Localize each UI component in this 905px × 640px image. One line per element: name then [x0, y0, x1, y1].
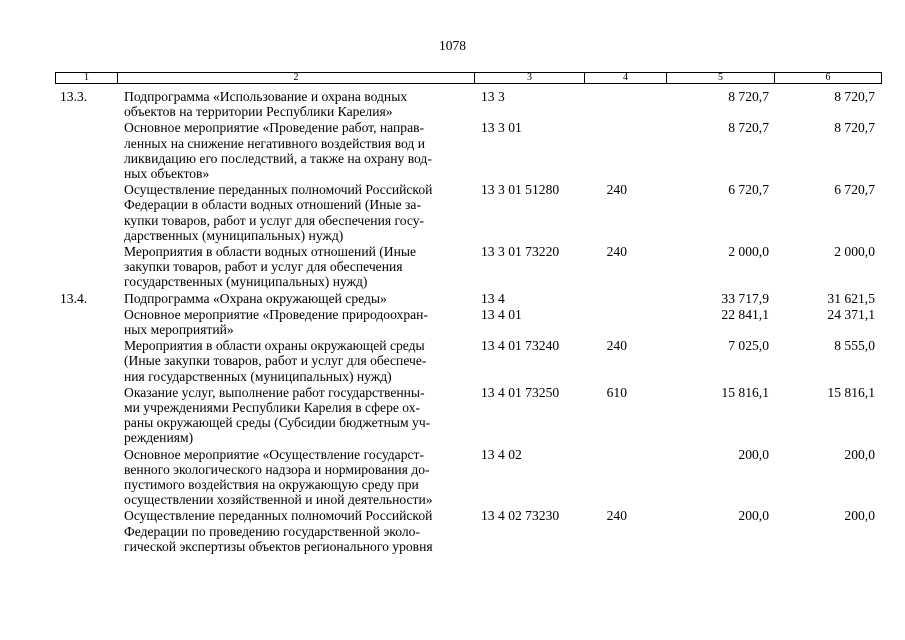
row-amount-2: 8 555,0	[834, 338, 875, 354]
column-header-3: 3	[475, 73, 585, 84]
row-expense-type: 240	[606, 182, 627, 198]
row-expense-type: 240	[606, 244, 627, 260]
table-row	[55, 447, 881, 508]
column-header-4: 4	[585, 73, 667, 84]
page-number: 1078	[439, 38, 466, 53]
row-code: 13 4 01 73240	[481, 338, 560, 354]
row-code: 13 3	[481, 89, 505, 104]
table-row	[55, 385, 881, 446]
row-amount-2: 6 720,7	[834, 182, 875, 198]
row-amount-1: 8 720,7	[728, 120, 769, 136]
table-row	[55, 291, 881, 306]
row-name: Основное мероприятие «Осуществление государст- венного экологического надзора и нормирования до- пустимого воздействия на окружающую среду при осуществлении хозяйственной и иной деятельности»	[124, 446, 433, 508]
row-amount-1: 6 720,7	[728, 182, 769, 198]
row-name: Мероприятия в области водных отношений (Иные закупки товаров, работ и услуг для обеспечения государственных (муниципальных) нужд)	[124, 244, 417, 290]
row-amount-1: 33 717,9	[721, 290, 769, 306]
row-name: Подпрограмма «Охрана окружающей среды»	[124, 290, 387, 306]
column-header-row	[56, 73, 882, 84]
row-amount-2: 8 720,7	[834, 120, 875, 136]
row-number: 13.4.	[60, 290, 88, 306]
row-amount-2: 200,0	[844, 446, 875, 462]
row-name: Подпрограмма «Использование и охрана водных объектов на территории Республики Карелия»	[124, 89, 408, 120]
row-name: Основное мероприятие «Проведение природоохран- ных мероприятий»	[124, 306, 428, 338]
table-row	[55, 182, 881, 243]
row-amount-2: 24 371,1	[827, 306, 875, 322]
row-name: Оказание услуг, выполнение работ государственны- ми учреждениями Республики Карелия в сфере ох- раны окружающей среды (Субсидии бюджетным уч- реждениям)	[124, 384, 431, 446]
row-expense-type: 610	[606, 384, 627, 400]
row-code: 13 4 01 73250	[481, 384, 560, 400]
budget-table-body	[55, 89, 881, 555]
table-row	[55, 89, 881, 119]
column-header-5: 5	[667, 73, 775, 84]
row-code: 13 4 02 73230	[481, 508, 560, 524]
row-amount-1: 200,0	[738, 508, 769, 524]
column-header-6: 6	[775, 73, 882, 84]
column-header-1: 1	[56, 73, 118, 84]
row-amount-2: 200,0	[844, 508, 875, 524]
row-code: 13 4 01	[481, 306, 522, 322]
row-name: Осуществление переданных полномочий Российской Федерации по проведению государственной эколо- гической экспертизы объектов регионального уровня	[124, 508, 433, 554]
table-row	[55, 508, 881, 554]
row-code: 13 3 01	[481, 120, 522, 136]
row-name: Мероприятия в области охраны окружающей среды (Иные закупки товаров, работ и услуг для обеспече- ния государственных (муниципальных) нужд)	[124, 338, 427, 384]
row-expense-type: 240	[606, 508, 627, 524]
table-row	[55, 338, 881, 384]
row-amount-1: 15 816,1	[721, 384, 769, 400]
column-header-2: 2	[118, 73, 475, 84]
row-expense-type: 240	[606, 338, 627, 354]
table-row	[55, 120, 881, 181]
row-amount-1: 2 000,0	[728, 244, 769, 260]
row-number: 13.3.	[60, 89, 88, 104]
row-amount-1: 7 025,0	[728, 338, 769, 354]
table-row	[55, 307, 881, 337]
row-code: 13 4 02	[481, 446, 522, 462]
row-name: Основное мероприятие «Проведение работ, направ- ленных на снижение негативного воздействия вод и ликвидацию его последствий, а также на охрану вод- ных объектов»	[124, 120, 432, 182]
row-amount-2: 31 621,5	[827, 290, 875, 306]
row-amount-1: 22 841,1	[721, 306, 769, 322]
row-amount-1: 8 720,7	[728, 89, 769, 104]
row-code: 13 3 01 51280	[481, 182, 560, 198]
row-code: 13 3 01 73220	[481, 244, 560, 260]
row-amount-1: 200,0	[738, 446, 769, 462]
row-code: 13 4	[481, 290, 505, 306]
row-name: Осуществление переданных полномочий Российской Федерации в области водных отношений (Иные за- купки товаров, работ и услуг для обеспечения госу- дарственных (муниципальных) нужд)	[124, 182, 433, 243]
column-header-table	[55, 72, 882, 84]
row-amount-2: 15 816,1	[827, 384, 875, 400]
row-amount-2: 2 000,0	[834, 244, 875, 260]
row-amount-2: 8 720,7	[834, 89, 875, 104]
table-row	[55, 244, 881, 290]
